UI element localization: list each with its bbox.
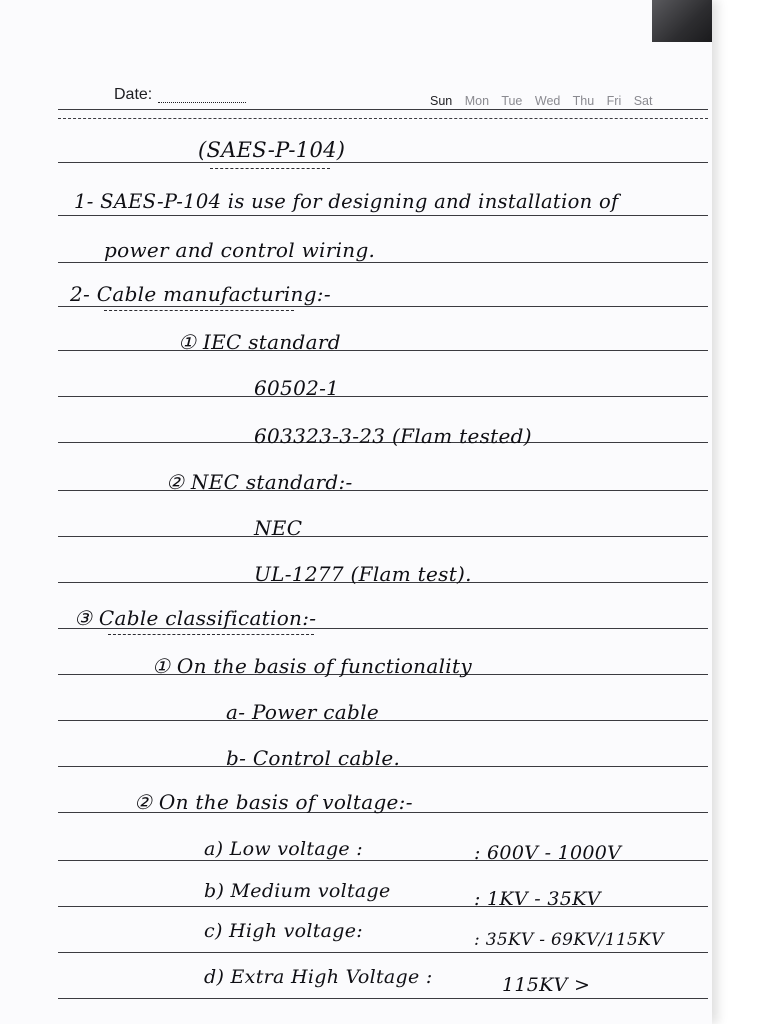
ruled-line [58,396,708,397]
nec-item-2: UL-1277 (Flam test). [254,562,472,586]
point-3-underline [108,634,314,635]
ruled-line [58,536,708,537]
page-corner-shadow [652,0,712,42]
date-label: Date: [114,86,153,103]
weekday-mon: Mon [464,94,490,108]
ruled-line [58,490,708,491]
functionality-item-b: b- Control cable. [226,746,401,770]
header-dashed-rule [58,118,708,119]
functionality-item-a: a- Power cable [226,700,379,724]
nec-item-1: NEC [254,516,303,540]
date-blank-line [158,102,246,103]
voltage-a-value: : 600V - 1000V [474,842,622,864]
voltage-c-label: c) High voltage: [204,920,363,942]
iec-item-1: 60502-1 [254,376,340,400]
weekday-fri: Fri [606,94,622,108]
ruled-line [58,998,708,999]
iec-item-2: 603323-3-23 (Flam tested) [254,424,532,448]
ruled-line [58,162,708,163]
voltage-a-label: a) Low voltage : [204,838,363,860]
weekday-sat: Sat [633,94,653,108]
ruled-line [58,350,708,351]
voltage-c-value: : 35KV - 69KV/115KV [474,930,664,950]
voltage-heading: ② On the basis of voltage:- [134,790,413,814]
nec-heading: ② NEC standard:- [166,470,353,494]
ruled-line [58,720,708,721]
ruled-line [58,952,708,953]
weekday-row [430,94,661,108]
ruled-line [58,306,708,307]
weekday-wed: Wed [534,94,561,108]
voltage-d-label: d) Extra High Voltage : [204,966,433,988]
point-1-line-2: power and control wiring. [104,238,376,262]
weekday-tue: Tue [501,94,523,108]
voltage-d-value: 115KV > [502,974,591,996]
voltage-b-label: b) Medium voltage [204,880,391,902]
voltage-b-value: : 1KV - 35KV [474,888,601,910]
point-2-underline [104,310,294,311]
page-title: (SAES-P-104) [198,138,346,162]
title-underline [210,168,330,169]
ruled-line [58,215,708,216]
ruled-line [58,262,708,263]
functionality-heading: ① On the basis of functionality [152,654,472,678]
point-3-heading: ③ Cable classification:- [74,606,317,630]
weekday-sun: Sun [430,94,453,108]
iec-heading: ① IEC standard [178,330,341,354]
ruled-line [58,906,708,907]
header-rule [58,109,708,110]
weekday-thu: Thu [572,94,595,108]
point-1-line-1: 1- SAES-P-104 is use for designing and installation of [74,190,619,213]
point-2-heading: 2- Cable manufacturing:- [70,282,331,306]
